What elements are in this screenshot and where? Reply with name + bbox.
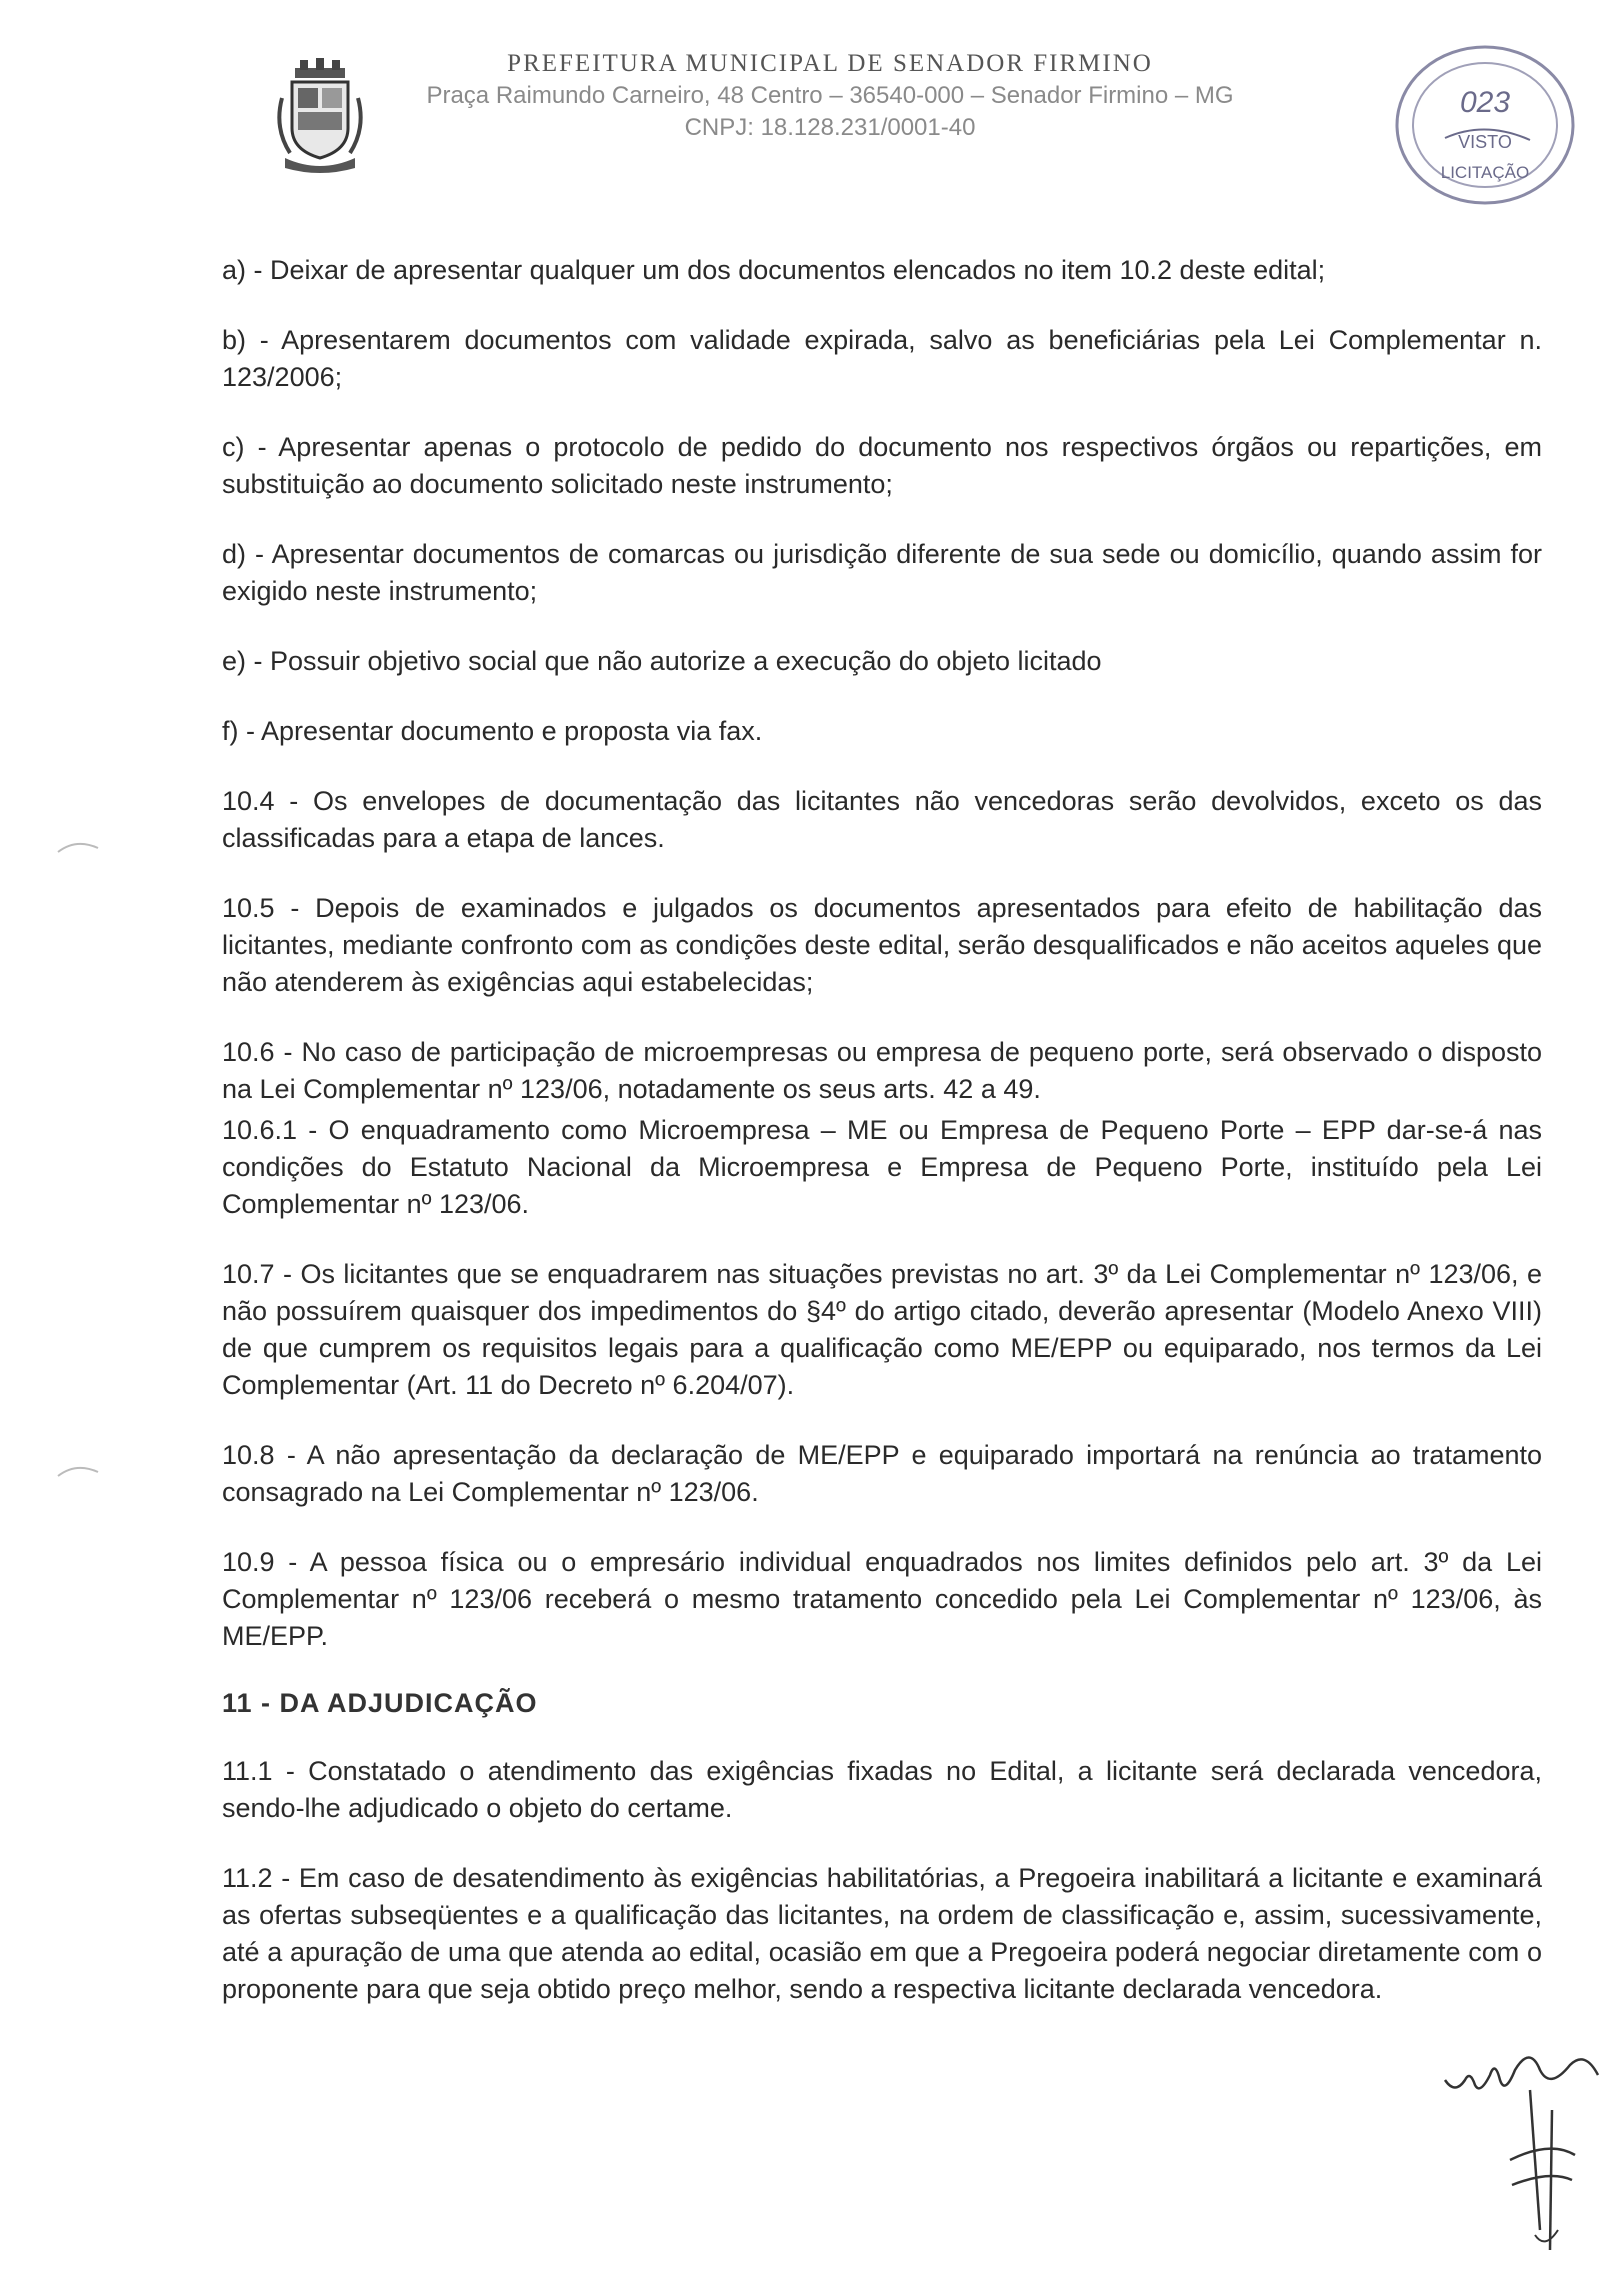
paragraph-b: b) - Apresentarem documentos com validade expirada, salvo as beneficiárias pela Lei Complementar n. 123/2006; bbox=[222, 325, 1542, 392]
paragraph-10-5: 10.5 - Depois de examinados e julgados os documentos apresentados para efeito de habilitação das licitantes, mediante confronto com as condições deste edital, serão desqualificados e não aceitos aqueles que não atenderem às exigências aqui estabelecidas; bbox=[222, 893, 1542, 997]
bidding-stamp-icon bbox=[1390, 40, 1580, 210]
paragraph-a: a) - Deixar de apresentar qualquer um dos documentos elencados no item 10.2 deste edital; bbox=[222, 255, 1326, 285]
punch-mark-icon bbox=[56, 1462, 100, 1478]
municipality-name: PREFEITURA MUNICIPAL DE SENADOR FIRMINO bbox=[507, 50, 1153, 77]
paragraph-10-6-1: 10.6.1 - O enquadramento como Microempresa – ME ou Empresa de Pequeno Porte – EPP dar-se-á nas condições do Estatuto Nacional da Microempresa e Empresa de Pequeno Porte, instituído pela Lei Complementar nº 123/06. bbox=[222, 1115, 1542, 1219]
paragraph-10-4: 10.4 - Os envelopes de documentação das licitantes não vencedoras serão devolvidos, exceto os das classificadas para a etapa de lances. bbox=[222, 786, 1542, 853]
paragraph-11-1: 11.1 - Constatado o atendimento das exigências fixadas no Edital, a licitante será declarada vencedora, sendo-lhe adjudicado o objeto do certame. bbox=[222, 1756, 1542, 1823]
stamp-number: 023 bbox=[1459, 86, 1511, 119]
stamp-bottom-text: LICITAÇÃO bbox=[1440, 163, 1530, 182]
punch-mark-icon bbox=[56, 838, 100, 854]
signature-icon bbox=[1440, 2050, 1600, 2260]
cnpj-line: CNPJ: 18.128.231/0001-40 bbox=[684, 114, 976, 141]
paragraph-10-9: 10.9 - A pessoa física ou o empresário individual enquadrados nos limites definidos pelo art. 3º da Lei Complementar nº 123/06 receberá o mesmo tratamento concedido pela Lei Complementar nº 123/06, às ME/EPP. bbox=[222, 1547, 1542, 1651]
section-heading: 11 - DA ADJUDICAÇÃO bbox=[222, 1688, 538, 1718]
paragraph-e: e) - Possuir objetivo social que não autorize a execução do objeto licitado bbox=[222, 646, 1102, 676]
paragraph-f: f) - Apresentar documento e proposta via fax. bbox=[222, 716, 763, 746]
address-line: Praça Raimundo Carneiro, 48 Centro – 36540-000 – Senador Firmino – MG bbox=[426, 82, 1234, 109]
stamp-top-text: VISTO bbox=[1458, 132, 1512, 152]
letterhead bbox=[420, 50, 1240, 142]
paragraph-10-6: 10.6 - No caso de participação de microempresas ou empresa de pequeno porte, será observado o disposto na Lei Complementar nº 123/06, notadamente os seus arts. 42 a 49. bbox=[222, 1037, 1542, 1104]
coat-of-arms-icon bbox=[270, 58, 370, 178]
paragraph-10-8: 10.8 - A não apresentação da declaração de ME/EPP e equiparado importará na renúncia ao tratamento consagrado na Lei Complementar nº 123/06. bbox=[222, 1440, 1542, 1507]
paragraph-d: d) - Apresentar documentos de comarcas ou jurisdição diferente de sua sede ou domicílio, quando assim for exigido neste instrumento; bbox=[222, 539, 1542, 606]
paragraph-10-7: 10.7 - Os licitantes que se enquadrarem nas situações previstas no art. 3º da Lei Complementar nº 123/06, e não possuírem quaisquer dos impedimentos do §4º do artigo citado, deverão apresentar (Modelo Anexo VIII) de que cumprem os requisitos legais para a qualificação como ME/EPP ou equiparado, nos termos da Lei Complementar (Art. 11 do Decreto nº 6.204/07). bbox=[222, 1259, 1542, 1400]
paragraph-c: c) - Apresentar apenas o protocolo de pedido do documento nos respectivos órgãos ou repartições, em substituição ao documento solicitado neste instrumento; bbox=[222, 432, 1542, 499]
paragraph-11-2: 11.2 - Em caso de desatendimento às exigências habilitatórias, a Pregoeira inabilitará a licitante e examinará as ofertas subseqüentes e a qualificação das licitantes, na ordem de classificação e, assim, sucessivamente, até a apuração de uma que atenda ao edital, ocasião em que a Pregoeira poderá negociar diretamente com o proponente para que seja obtido preço melhor, sendo a respectiva licitante declarada vencedora. bbox=[222, 1863, 1542, 2004]
document-body bbox=[222, 252, 1542, 2041]
